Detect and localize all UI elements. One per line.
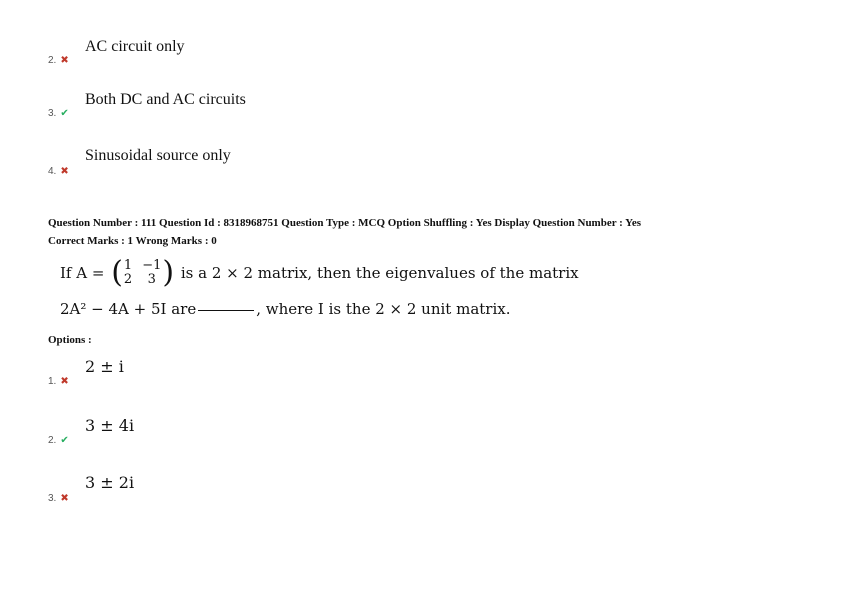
check-icon: ✔ [60, 107, 69, 119]
answer-blank [198, 310, 254, 311]
cross-icon: ✖ [60, 492, 69, 504]
option-1-number: 1. ✖ [48, 375, 69, 387]
option-1-text: 2 ± i [85, 357, 124, 376]
options-label: Options : [48, 334, 92, 346]
stem-mid: is a 2 × 2 matrix, then the eigenvalues of the matrix [176, 264, 579, 282]
matrix-cell: −1 [142, 258, 162, 273]
question-stem-line1 [60, 255, 579, 290]
matrix-cell: 2 [123, 272, 133, 287]
matrix-cell: 3 [147, 272, 156, 287]
question-meta-line2: Correct Marks : 1 Wrong Marks : 0 [48, 235, 217, 247]
option-2-number: 2. ✔ [48, 434, 69, 446]
option-3-text: 3 ± 2i [85, 473, 135, 492]
prev-option-3-number: 3. ✔ [48, 107, 69, 119]
prev-option-2-text: AC circuit only [85, 38, 185, 55]
question-stem-line2 [60, 300, 511, 318]
prev-option-2-number: 2. ✖ [48, 54, 69, 66]
cross-icon: ✖ [60, 54, 69, 66]
option-2-text: 3 ± 4i [85, 416, 135, 435]
option-3-number: 3. ✖ [48, 492, 69, 504]
prev-option-3-text: Both DC and AC circuits [85, 91, 246, 108]
prev-option-4-text: Sinusoidal source only [85, 147, 231, 164]
stem-expression: 2A² − 4A + 5I are [60, 300, 197, 318]
stem-prefix: If A = [60, 264, 110, 282]
check-icon: ✔ [60, 434, 69, 446]
cross-icon: ✖ [60, 165, 69, 177]
question-meta-line1: Question Number : 111 Question Id : 8318968751 Question Type : MCQ Option Shuffling : Yes Display Question Number : Yes [48, 217, 642, 229]
prev-option-4-number: 4. ✖ [48, 165, 69, 177]
matrix-a: ( 1 −1 2 3 ) [111, 255, 175, 290]
matrix-cell: 1 [123, 258, 133, 273]
stem-suffix: , where I is the 2 × 2 unit matrix. [256, 300, 511, 318]
cross-icon: ✖ [60, 375, 69, 387]
